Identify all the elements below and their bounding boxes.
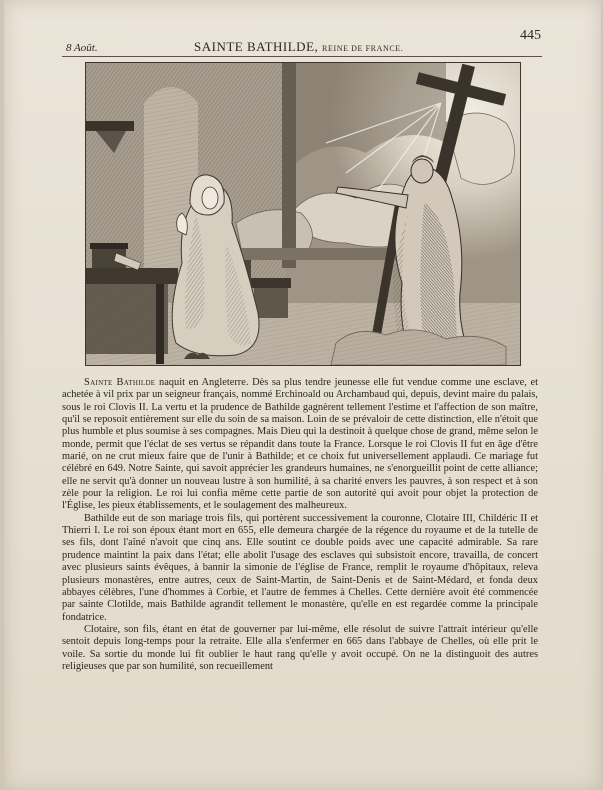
- page-number: 445: [520, 28, 541, 43]
- running-header: [4, 28, 601, 56]
- lead-name: Sainte Bathilde: [84, 377, 156, 388]
- header-rule: [62, 56, 542, 57]
- header-title: [194, 39, 403, 55]
- header-date: 8 Août.: [66, 42, 98, 54]
- paragraph-1: [62, 377, 538, 513]
- header-title-main: SAINTE BATHILDE,: [194, 39, 319, 54]
- paragraph-2: Bathilde eut de son mariage trois fils, qui portèrent successivement la couronne, Clotaire III, Childéric II et Thierri I. Le roi son époux étant mort en 655, elle demeura chargée de la régence du royaume et de la tutelle de ses fils, dont l'aîné n'avoit que cinq ans. Elle soutint ce double poids avec une capacité admirable. Sa rare prudence maintint la paix dans l'état; elle abolit l'usage des esclaves qui subsistoit encore, travailla, de concert avec plusieurs saints évêques, à bannir la simonie de l'église de France, remplit le royaume d'hôpitaux, releva plusieurs monastères, entre autres, ceux de Saint-Martin, de Saint-Denis et de Saint-Médard, et fonda deux abbayes célèbres, l'une d'hommes à Corbie, et l'autre de femmes à Chelles. Cette dernière avoit été commencée par sainte Clotilde, mais Bathilde agrandit tellement le monastère, qu'elle en est regardée comme la principale fondatrice.: [62, 512, 538, 623]
- engraving-illustration: [85, 62, 521, 366]
- paragraph-3: Clotaire, son fils, étant en état de gouverner par lui-même, elle résolut de suivre l'attrait intérieur qu'elle sentoit depuis long-temps pour la retraite. Elle alla s'enfermer en 665 dans l'abbaye de Chelles, où elle prit le voile. Sa sortie du monde lui fit oublier le haut rang qu'elle y avoit occupé. On ne la distinguoit des autres religieuses que par son humilité, son recueillement: [62, 623, 538, 672]
- main-text: [62, 377, 538, 673]
- book-page: [4, 0, 601, 790]
- header-title-sub: REINE DE FRANCE.: [322, 44, 404, 53]
- engraving-scene: [86, 63, 520, 365]
- paragraph-1-text: naquit en Angleterre. Dès sa plus tendre jeunesse elle fut vendue comme une esclave, et achetée à vil prix par un seigneur français, nommé Erchinoald ou Archambaud qui, depuis, devint maire du palais, sous le roi Clovis II. La vertu et la prudence de Bathilde gagnèrent tellement l'estime et l'affection de son maître, qu'il se reposoit entièrement sur elle du soin de sa maison. Loin de se prévaloir de cette distinction, elle n'étoit que plus humble et plus soumise à ses compagnes. Mais Dieu qui la destinoit à quelque chose de grand, même selon le monde, permit que l'éclat de ses vertus se répandit dans toute la France. Lorsque le roi Clovis II fut en âge d'être marié, on ne crut mieux faire que de l'unir à Bathilde; et ce choix fut universellement applaudi. Ce mariage fut célébré en 649. Notre Sainte, qui savoit apprécier les grandeurs humaines, ne s'enorgueillit point de cette alliance; elle ne servit qu'à donner un nouveau lustre à son humilité, à sa charité envers les pauvres, à son respect et à son zèle pour la religion. Le roi lui confia même cette partie de son autorité qui avoit pour objet la protection de l'Église, les pieux établissements, et le soulagement des malheureux.: [62, 377, 538, 512]
